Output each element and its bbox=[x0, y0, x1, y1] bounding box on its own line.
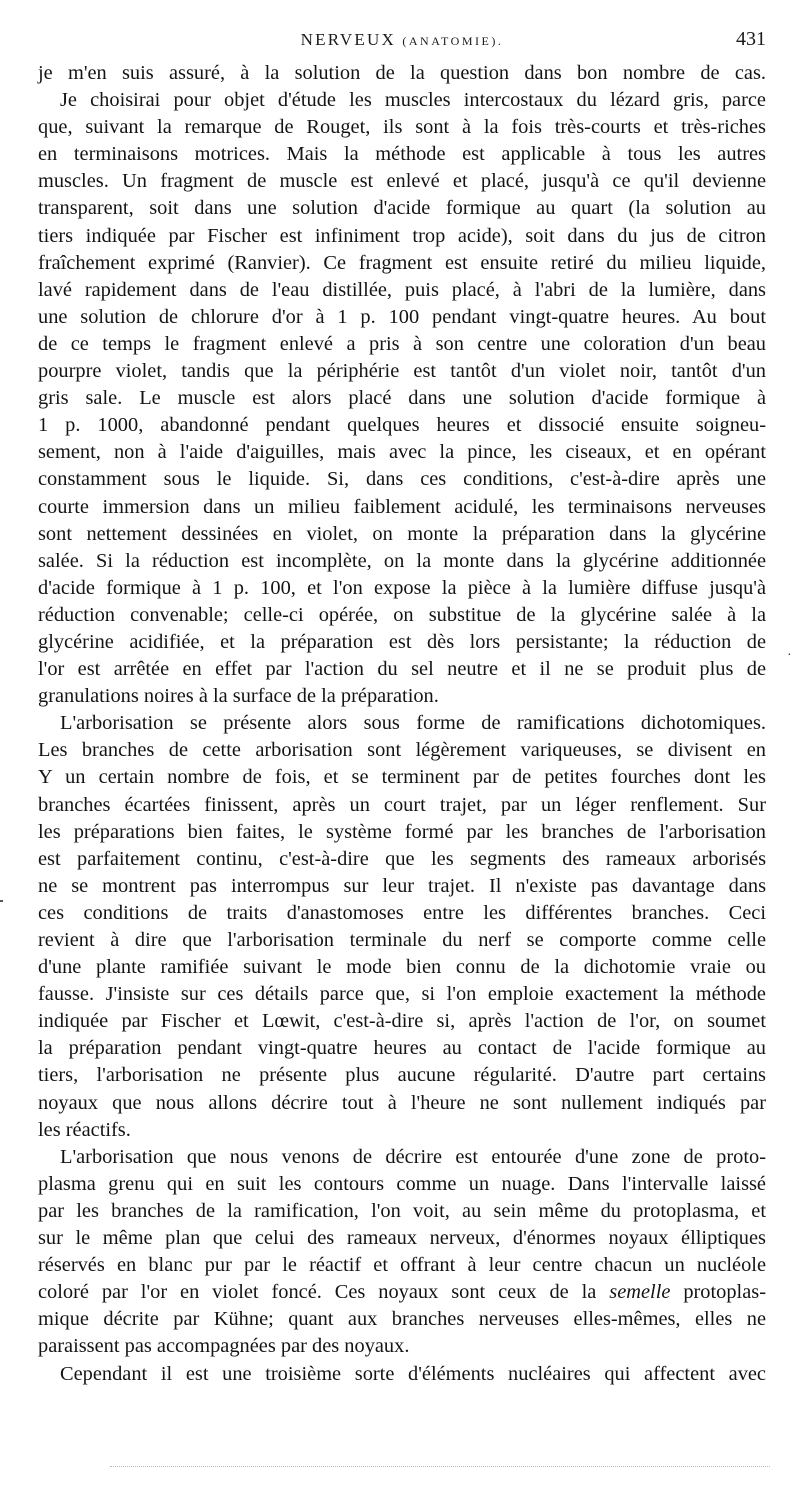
paragraph-last-line: les réactifs. bbox=[38, 1118, 131, 1141]
text-line: revient à dire que l'arborisation terminale du nerf se comporte comme celle bbox=[38, 929, 766, 951]
text-run: protoplas- bbox=[670, 1281, 767, 1304]
text-line: constamment sous le liquide. Si, dans ces conditions, c'est-à-dire après une bbox=[38, 468, 766, 491]
paragraph-last-line: paraissent pas accompagnées par des noyaux. bbox=[38, 1335, 410, 1358]
bottom-bleedthrough-line bbox=[110, 1466, 770, 1467]
text-line: ne se montrent pas interrompus sur leur trajet. Il n'existe pas davantage dans bbox=[38, 874, 766, 897]
text-line: est parfaitement continu, c'est-à-dire que les segments des rameaux arborisés bbox=[38, 847, 766, 870]
paragraph-last-line: granulations noires à la surface de la préparation. bbox=[38, 685, 439, 708]
text-run: coloré par l'or en violet foncé. Ces noyaux sont ceux de la bbox=[38, 1281, 597, 1304]
margin-mark bbox=[0, 900, 3, 902]
paragraph-first-line: L'arborisation se présente alors sous forme de ramifications dichotomiques. bbox=[60, 712, 766, 735]
text-line: je m'en suis assuré, à la solution de la question dans bon nombre de cas. bbox=[38, 62, 766, 84]
text-line: en terminaisons motrices. Mais la méthode est applicable à tous les autres bbox=[38, 143, 766, 166]
text-line: tiers, l'arborisation ne présente plus aucune régularité. D'autre part certains bbox=[38, 1064, 766, 1087]
text-line: sement, non à l'aide d'aiguilles, mais avec la pince, les ciseaux, et en opérant bbox=[38, 441, 766, 464]
text-line: d'acide formique à 1 p. 100, et l'on expose la pièce à la lumière diffuse jusqu'à bbox=[38, 576, 766, 599]
text-line: 1 p. 1000, abandonné pendant quelques heures et dissocié ensuite soigneu- bbox=[38, 414, 766, 437]
running-head-word: NERVEUX bbox=[300, 30, 396, 49]
text-line: plasma grenu qui en suit les contours comme un nuage. Dans l'intervalle laissé bbox=[38, 1172, 766, 1195]
paragraph-first-line: L'arborisation que nous venons de décrire est entourée d'une zone de proto- bbox=[60, 1145, 766, 1168]
text-line: une solution de chlorure d'or à 1 p. 100 pendant vingt-quatre heures. Au bout bbox=[38, 305, 766, 328]
text-line: l'or est arrêtée en effet par l'action du sel neutre et il ne se produit plus de bbox=[38, 658, 766, 681]
paragraph-first-line: Je choisirai pour objet d'étude les muscles intercostaux du lézard gris, parce bbox=[60, 89, 766, 112]
text-line: branches écartées finissent, après un court trajet, par un léger renflement. Sur bbox=[38, 793, 766, 816]
running-head-title bbox=[38, 30, 766, 50]
running-head-subtitle: (ANATOMIE). bbox=[402, 34, 504, 48]
running-head bbox=[38, 30, 766, 58]
text-line: de ce temps le fragment enlevé a pris à son centre une coloration d'un beau bbox=[38, 332, 766, 355]
text-line: réduction convenable; celle-ci opérée, on substitue de la glycérine salée à la bbox=[38, 603, 766, 626]
text-line: tiers indiquée par Fischer est infiniment trop acide), soit dans du jus de citron bbox=[38, 224, 766, 247]
text-line: gris sale. Le muscle est alors placé dans une solution d'acide formique à bbox=[38, 387, 766, 410]
text-line: muscles. Un fragment de muscle est enlevé et placé, jusqu'à ce qu'il devienne bbox=[38, 170, 766, 193]
text-line: glycérine acidifiée, et la préparation est dès lors persistante; la réduction de bbox=[38, 630, 766, 653]
text-line: ces conditions de traits d'anastomoses entre les différentes branches. Ceci bbox=[38, 901, 766, 924]
text-line-with-italic bbox=[38, 1279, 766, 1306]
text-line: d'une plante ramifiée suivant le mode bien connu de la dichotomie vraie ou bbox=[38, 956, 766, 979]
text-line: salée. Si la réduction est incomplète, on la monte dans la glycérine additionnée bbox=[38, 549, 766, 572]
text-line: mique décrite par Kühne; quant aux branches nerveuses elles-mêmes, elles ne bbox=[38, 1308, 766, 1331]
paragraph-first-line: Cependant il est une troisième sorte d'éléments nucléaires qui affectent avec bbox=[60, 1362, 766, 1385]
text-line: Y un certain nombre de fois, et se terminent par de petites fourches dont les bbox=[38, 766, 766, 789]
text-line: lavé rapidement dans de l'eau distillée, puis placé, à l'abri de la lumière, dans bbox=[38, 278, 766, 301]
page-number: 431 bbox=[736, 28, 766, 50]
text-line: courte immersion dans un milieu faiblement acidulé, les terminaisons nerveuses bbox=[38, 495, 766, 518]
text-line: réservés en blanc pur par le réactif et offrant à leur centre chacun un nucléole bbox=[38, 1254, 766, 1277]
text-line: indiquée par Fischer et Lœwit, c'est-à-dire si, après l'action de l'or, on soumet bbox=[38, 1010, 766, 1033]
text-line: sont nettement dessinées en violet, on monte la préparation dans la glycérine bbox=[38, 522, 766, 545]
text-line: fausse. J'insiste sur ces détails parce que, si l'on emploie exactement la méthode bbox=[38, 983, 766, 1006]
text-line: que, suivant la remarque de Rouget, ils sont à la fois très-courts et très-riches bbox=[38, 116, 766, 139]
italic-term: semelle bbox=[609, 1281, 671, 1304]
text-line: fraîchement exprimé (Ranvier). Ce fragment est ensuite retiré du milieu liquide, bbox=[38, 251, 766, 274]
text-line: sur le même plan que celui des rameaux nerveux, d'énormes noyaux élliptiques bbox=[38, 1227, 766, 1250]
text-line: Les branches de cette arborisation sont légèrement variqueuses, se divisent en bbox=[38, 739, 766, 762]
text-line: pourpre violet, tandis que la périphérie est tantôt d'un violet noir, tantôt d'un bbox=[38, 360, 766, 383]
text-line: par les branches de la ramification, l'on voit, au sein même du protoplasma, et bbox=[38, 1199, 766, 1222]
margin-mark: · bbox=[787, 648, 792, 663]
text-body bbox=[38, 60, 766, 1388]
text-line: noyaux que nous allons décrire tout à l'heure ne sont nullement indiqués par bbox=[38, 1091, 766, 1114]
text-line: transparent, soit dans une solution d'acide formique au quart (la solution au bbox=[38, 197, 766, 220]
text-line: les préparations bien faites, le système formé par les branches de l'arborisation bbox=[38, 820, 766, 843]
text-line: la préparation pendant vingt-quatre heures au contact de l'acide formique au bbox=[38, 1037, 766, 1060]
